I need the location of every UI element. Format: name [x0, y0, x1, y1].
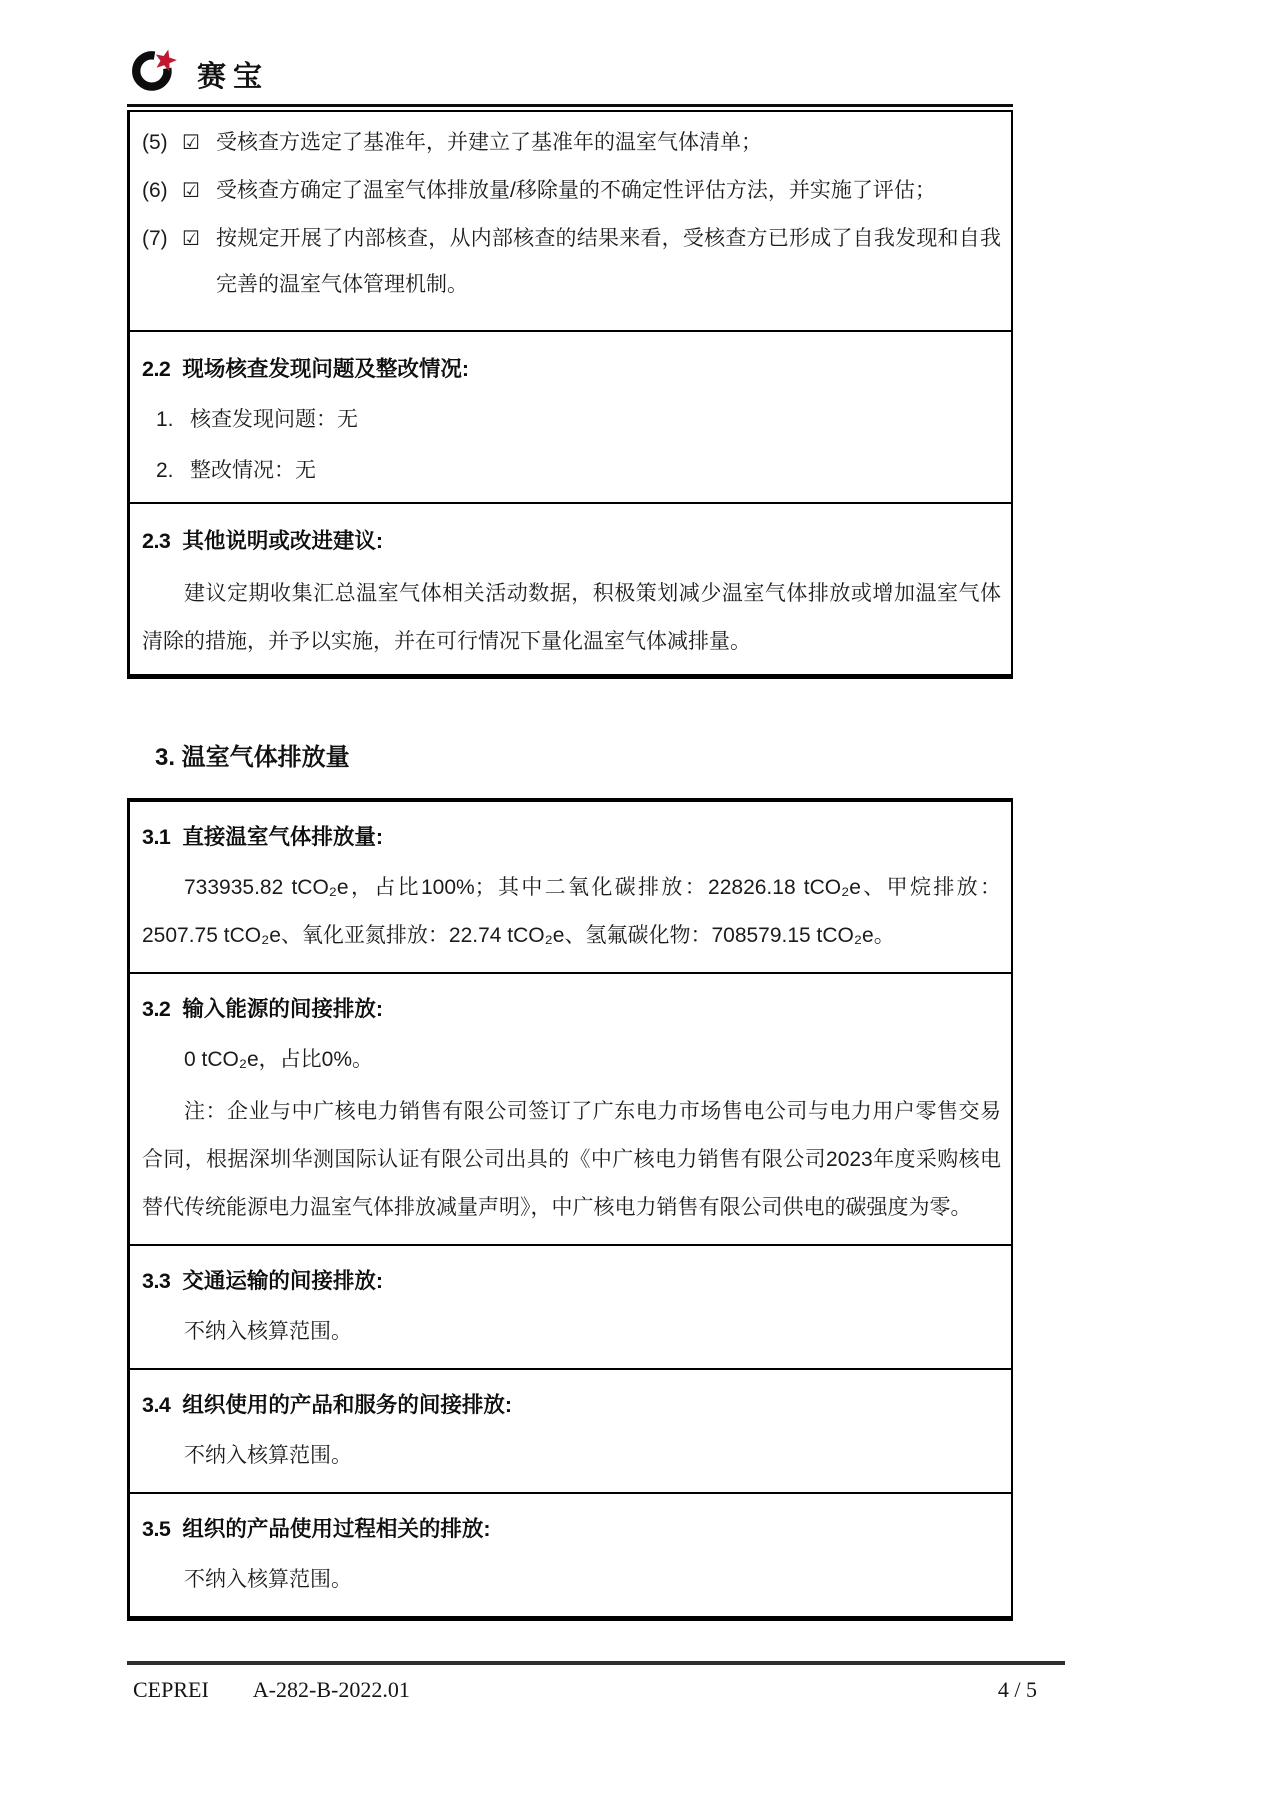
section-label: 3.2: [142, 997, 171, 1021]
section-heading: [142, 1258, 1001, 1304]
section-title: 组织的产品使用过程相关的排放:: [182, 1517, 491, 1541]
section-title: 组织使用的产品和服务的间接排放:: [182, 1393, 513, 1417]
ghg-emissions-box: [127, 798, 1013, 1621]
finding-number: 1.: [156, 408, 174, 431]
emissions-value-paragraph: 0 tCO₂e，占比0%。: [184, 1048, 374, 1071]
logo-text: 赛宝: [197, 60, 270, 93]
section-title: 现场核查发现问题及整改情况:: [182, 357, 470, 381]
checklist-item: [142, 120, 1001, 166]
footer-doc-code: A-282-B-2022.01: [252, 1677, 410, 1702]
section-heading: [142, 986, 1001, 1032]
item-number: (7): [142, 227, 168, 250]
section-label: 3.1: [142, 825, 171, 849]
section-title: 直接温室气体排放量:: [182, 825, 384, 849]
item-text: 按规定开展了内部核查，从内部核查的结果来看，受核查方已形成了自我发现和自我完善的温室气体管理机制。: [216, 227, 1001, 296]
section-heading: [142, 346, 1001, 392]
finding-item: [142, 397, 1001, 443]
item-number: (5): [142, 131, 168, 154]
section-2-3: [130, 502, 1011, 674]
section-label: 3.3: [142, 1269, 171, 1293]
emissions-value-paragraph: 733935.82 tCO₂e，占比100%；其中二氧化碳排放：22826.18 tCO₂e、甲烷排放：2507.75 tCO₂e、氧化亚氮排放：22.74 tCO₂e、氢氟碳化物：708579.15 tCO₂e。: [142, 876, 1001, 947]
logo-star-icon: [156, 50, 177, 72]
header-divider: [127, 104, 1013, 107]
emissions-value-paragraph: 不纳入核算范围。: [184, 1320, 352, 1343]
footer-page-number: 4 / 5: [997, 1677, 1037, 1702]
section-heading: [142, 1382, 1001, 1428]
finding-text: 核查发现问题：无: [190, 408, 358, 431]
section-heading: [142, 518, 1001, 564]
checklist-item: [142, 168, 1001, 214]
section-2-2: [130, 330, 1011, 502]
section-label: 3.5: [142, 1517, 171, 1541]
section-3-4: [130, 1368, 1011, 1492]
checkbox-checked-icon: ☑: [182, 228, 200, 250]
page-footer: [133, 1677, 1037, 1703]
page-header: [131, 44, 1268, 98]
checklist-item: [142, 216, 1001, 308]
section-heading: [142, 814, 1001, 860]
section-title: 交通运输的间接排放:: [182, 1269, 384, 1293]
section-label: 2.2: [142, 357, 171, 381]
checkbox-checked-icon: ☑: [182, 132, 200, 154]
section-title: 其他说明或改进建议:: [182, 529, 384, 553]
emissions-value-paragraph: 不纳入核算范围。: [184, 1568, 352, 1591]
verification-findings-box: [127, 110, 1013, 679]
emissions-value-paragraph: 不纳入核算范围。: [184, 1444, 352, 1467]
cepri-logo-icon: [131, 46, 181, 96]
item-text: 受核查方选定了基准年，并建立了基准年的温室气体清单；: [216, 131, 762, 154]
footer-divider: [127, 1661, 1065, 1665]
checklist-section: [130, 112, 1011, 330]
section-3-5: [130, 1492, 1011, 1616]
item-number: (6): [142, 179, 168, 202]
section-label: 2.3: [142, 529, 171, 553]
section-title: 输入能源的间接排放:: [182, 997, 384, 1021]
finding-item: [142, 448, 1001, 494]
section-3-2: [130, 972, 1011, 1244]
item-text: 受核查方确定了温室气体排放量/移除量的不确定性评估方法，并实施了评估；: [216, 179, 936, 202]
finding-number: 2.: [156, 459, 174, 482]
footer-org: CEPREI: [133, 1677, 209, 1702]
section-3-3: [130, 1244, 1011, 1368]
footer-left: [133, 1677, 410, 1703]
section-label: 3.4: [142, 1393, 171, 1417]
finding-text: 整改情况：无: [190, 459, 316, 482]
suggestion-paragraph: 建议定期收集汇总温室气体相关活动数据，积极策划减少温室气体排放或增加温室气体清除的措施，并予以实施，并在可行情况下量化温室气体减排量。: [142, 582, 1001, 653]
checkbox-checked-icon: ☑: [182, 180, 200, 202]
section-heading: [142, 1506, 1001, 1552]
section-3-1: [130, 802, 1011, 972]
emissions-note-paragraph: 注：企业与中广核电力销售有限公司签订了广东电力市场售电公司与电力用户零售交易合同，根据深圳华测国际认证有限公司出具的《中广核电力销售有限公司2023年度采购核电替代传统能源电力温室气体排放减量声明》，中广核电力销售有限公司供电的碳强度为零。: [142, 1100, 1001, 1219]
section-3-heading: 3. 温室气体排放量: [155, 744, 350, 771]
